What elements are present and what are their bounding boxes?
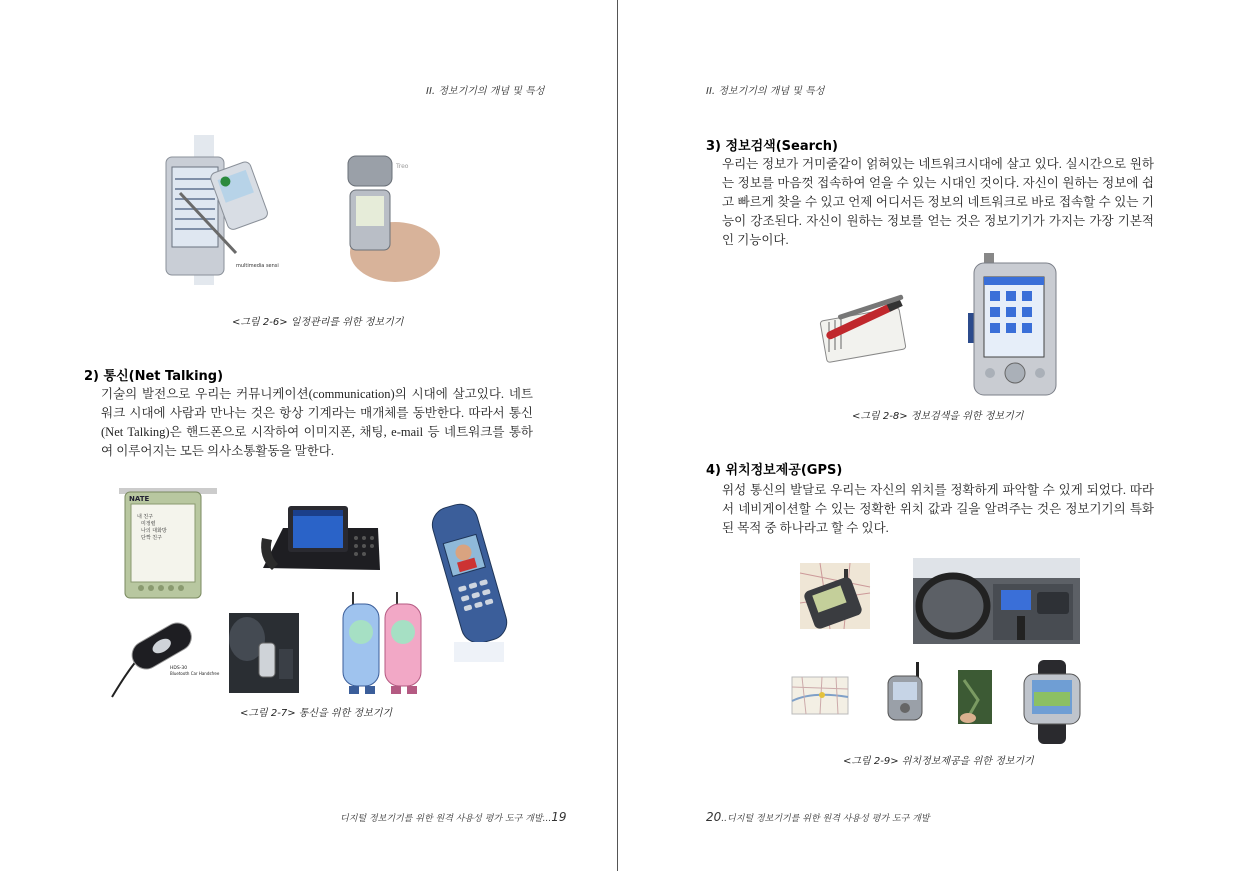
section-paragraph: 위성 통신의 발달로 우리는 자신의 위치를 정확하게 파악할 수 있게 되었다. 따라서 네비게이션할 수 있는 정확한 위치 값과 길을 알려주는 것은 정보기기의 특화된 목적 중 하나라고 할 수 있다. xyxy=(722,483,1154,535)
nate-item: 단짝 친구 xyxy=(141,535,162,541)
satellite-map-device-image xyxy=(958,670,992,724)
bluetooth-headset-image xyxy=(110,617,218,703)
section-paragraph: 우리는 정보가 거미줄같이 얽혀있는 네트워크시대에 살고 있다. 실시간으로 원하는 정보를 마음껏 접속하여 얻을 수 있는 시대인 것이다. 자신이 원하는 정보에 쉽고 빠르게 찾을 수 있고 언제 어디서든 정보의 네트워크로 바로 접속할 수 있는 기능이 강조된다. 자신이 원하는 정보를 얻는 것은 정보기기가 가지는 가장 기본적인 기능이다. xyxy=(722,157,1154,247)
car-phone-image xyxy=(229,613,299,693)
left-page xyxy=(0,0,617,871)
footer-title: 디지털 정보기기를 위한 원격 사용성 평가 도구 개발... xyxy=(340,814,552,824)
pda-sony-image xyxy=(166,135,279,285)
right-page xyxy=(618,0,1235,871)
page-number: 19 xyxy=(551,810,567,824)
section-heading: 3) 정보검색(Search) xyxy=(706,139,838,154)
treo-label: Treo xyxy=(396,163,409,170)
figure-caption: <그림 2-7> 통신을 위한 정보기기 xyxy=(240,708,393,719)
nate-item: 미정렬 xyxy=(141,521,156,527)
running-head: II. 정보기기의 개념 및 특성 xyxy=(426,86,545,97)
gps-handheld-image xyxy=(886,662,924,722)
multimedia-label: multimedia sensi xyxy=(236,263,279,269)
kids-phones-image xyxy=(341,592,425,696)
figure-caption: <그림 2-6> 일정관리를 위한 정보기기 xyxy=(232,317,404,328)
figure-caption: <그림 2-8> 정보검색을 위한 정보기기 xyxy=(852,411,1024,422)
running-head: II. 정보기기의 개념 및 특성 xyxy=(706,86,825,97)
footer-title: ..디지털 정보기기를 위한 원격 사용성 평가 도구 개발 xyxy=(721,814,930,824)
car-dashboard-image xyxy=(913,558,1080,644)
page-number: 20 xyxy=(706,810,722,824)
gps-map-device-image xyxy=(800,563,870,629)
street-map-image xyxy=(792,677,848,714)
pen-notebook-image xyxy=(813,290,915,360)
section-heading: 4) 위치정보제공(GPS) xyxy=(706,463,843,478)
section-paragraph: 기술의 발전으로 우리는 커뮤니케이션(communication)의 시대에 살고있다. 네트워크 시대에 사람과 만나는 것은 항상 기계라는 매개체를 동반한다. 따라서 통신(Net Talking)은 핸드폰으로 시작하여 이미지폰, 채팅, e-mail 등 네트워크를 통하여 이루어지는 모든 의사소통활동을 말한다. xyxy=(101,387,533,458)
nokia-phone-image xyxy=(434,492,518,664)
headset-model: HDS-30 xyxy=(170,666,188,671)
ipaq-pda-image xyxy=(968,253,1060,397)
nate-logo: NATE xyxy=(129,495,150,503)
figure-caption: <그림 2-9> 위치정보제공을 위한 정보기기 xyxy=(843,756,1034,767)
treo-image xyxy=(340,152,440,282)
section-heading: 2) 통신(Net Talking) xyxy=(84,369,224,384)
nate-messenger-image xyxy=(119,488,217,601)
desk-phone-image xyxy=(258,498,384,574)
page-footer xyxy=(706,810,930,824)
nate-item: 나의 대화방 xyxy=(141,528,167,534)
nate-item: 내 친구 xyxy=(137,514,154,520)
gps-watch-image xyxy=(1020,660,1084,744)
page-footer xyxy=(340,810,566,824)
headset-sub: Bluetooth Car Handsfree xyxy=(170,671,220,676)
